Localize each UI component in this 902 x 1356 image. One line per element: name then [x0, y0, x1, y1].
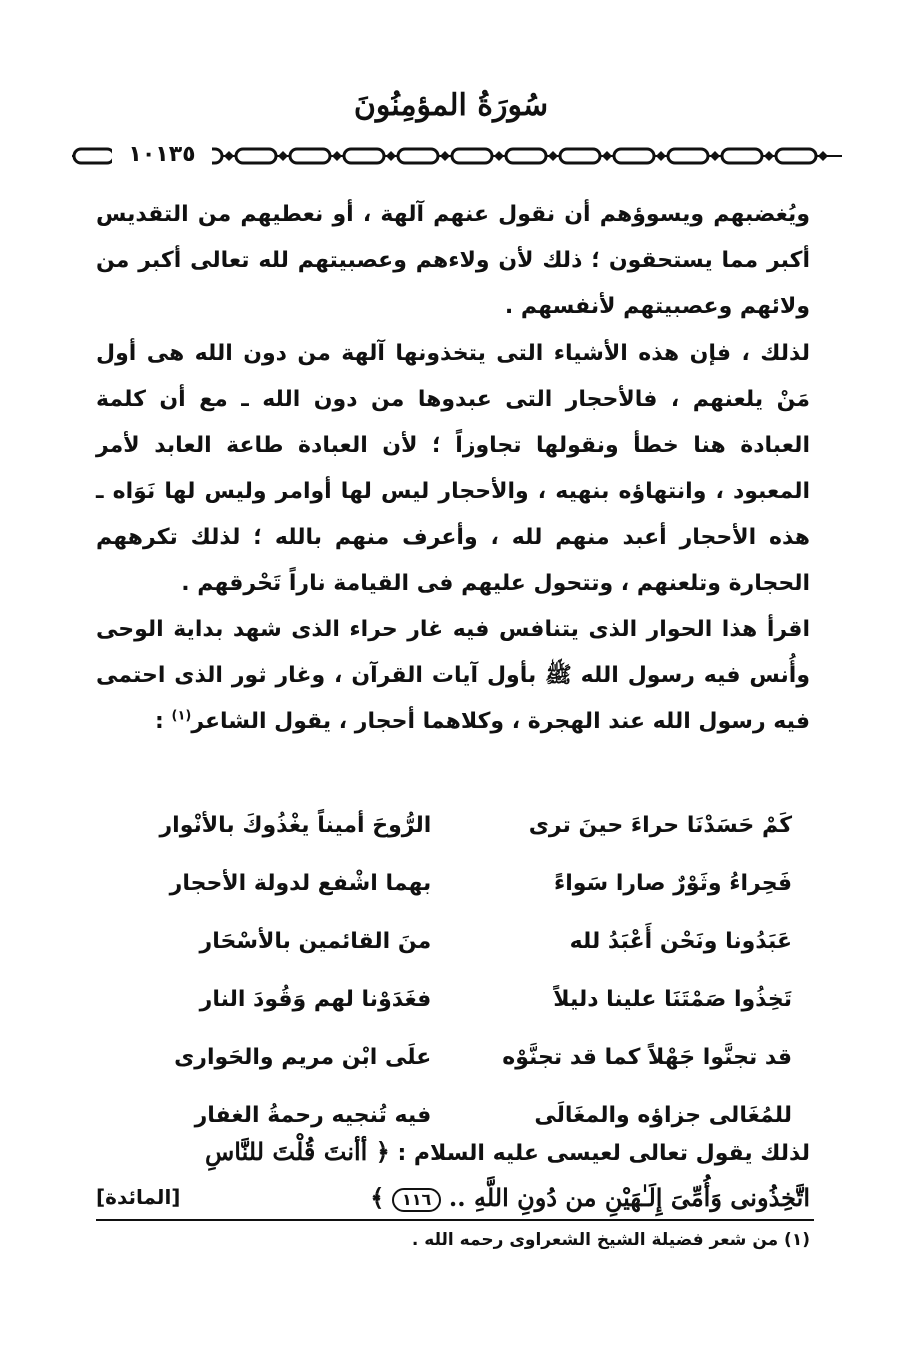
quran-ayah-close: ﴾ — [370, 1183, 385, 1212]
footnote-marker: (١) — [171, 708, 192, 724]
quran-ayah-part-1: ﴿ أأنتَ قُلْتَ للنَّاسِ — [204, 1137, 390, 1166]
verse-first-hemistich: قد تجنَّوا جَهْلاً كما قد تجنَّوْه — [502, 1044, 792, 1070]
verse-first-hemistich: للمُغَالى جزاؤه والمغَالَى — [534, 1102, 792, 1128]
poem-verse — [130, 1028, 812, 1086]
verse-second-hemistich: فيه تُنجيه رحمةُ الغفار — [194, 1102, 432, 1128]
poem-verse — [130, 796, 812, 854]
poem — [130, 796, 812, 1144]
poem-verse — [130, 912, 812, 970]
verse-second-hemistich: بهما اشْفع لدولة الأحجار — [169, 870, 432, 896]
verse-second-hemistich: منَ القائمين بالأسْحَار — [199, 928, 432, 954]
page-number: ١٠١٣٥ — [112, 138, 212, 172]
verse-first-hemistich: عَبَدُونا ونَحْن أَعْبَدُ لله — [569, 928, 792, 954]
paragraph-1-text: ويُغضبهم ويسوؤهم أن نقول عنهم آلهة ، أو نعطيهم من التقديس أكبر مما يستحقون ؛ ذلك لأن ولاءهم وعصبيتهم لله تعالى أكبر من ولائهم وعصبيتهم لأنفسهم . — [96, 202, 810, 319]
verse-first-hemistich: كَمْ حَسَدْنَا حراءَ حينَ ترى — [528, 812, 792, 838]
closing-line-2 — [96, 1176, 810, 1222]
verse-first-hemistich: تَخِذُوا صَمْتَنَا علينا دليلاً — [553, 986, 792, 1012]
verse-number-badge: ١١٦ — [392, 1188, 441, 1212]
closing-intro: لذلك يقول تعالى لعيسى عليه السلام : — [397, 1141, 810, 1166]
verse-second-hemistich: الرُّوحَ أميناً يغْذُوكَ بالأنْوار — [159, 812, 432, 838]
paragraph-3-tail: : — [155, 709, 172, 734]
closing-paragraph — [96, 1130, 810, 1222]
surah-reference: [المائدة] — [96, 1185, 181, 1209]
paragraph-3 — [96, 607, 810, 745]
verse-second-hemistich: فغَدَوْنا لهم وَقُودَ النار — [199, 986, 432, 1012]
poem-verse — [130, 970, 812, 1028]
closing-line-1 — [96, 1130, 810, 1176]
paragraph-2-text: لذلك ، فإن هذه الأشياء التى يتخذونها آلهة من دون الله هى أول مَنْ يلعنهم ، فالأحجار التى عبدوها من دون الله ـ مع أن كلمة العبادة هنا خطأ ونقولها تجاوزاً ؛ لأن العبادة طاعة العابد لأمر المعبود ، وانتهاؤه بنهيه ، والأحجار ليس لها أوامر وليس لها نَوَاه ـ هذه الأحجار أعبد منهم لله ، وأعرف منهم بالله ؛ لذلك تكرههم الحجارة وتلعنهم ، وتتحول عليهم فى القيامة ناراً تَحْرقهم . — [96, 341, 810, 596]
verse-first-hemistich: فَحِراءُ وثَوْرٌ صارا سَواءً — [553, 870, 792, 896]
footnote-divider — [96, 1219, 814, 1221]
verse-second-hemistich: علَى ابْن مريم والحَوارى — [174, 1044, 432, 1070]
paragraph-2 — [96, 331, 810, 607]
quran-ayah-part-2: اتَّخِذُونى وَأُمِّىَ إِلَـٰهَيْنِ من دُونِ اللَّهِ .. — [448, 1183, 810, 1212]
footnote: (١) من شعر فضيلة الشيخ الشعراوى رحمه الله . — [411, 1230, 810, 1250]
surah-title: سُورَةُ المؤمِنُونَ — [353, 88, 549, 123]
paragraph-3-text: اقرأ هذا الحوار الذى يتنافس فيه غار حراء الذى شهد بداية الوحى وأُنس فيه رسول الله ﷺ بأول آيات القرآن ، وغار ثور الذى احتمى فيه رسول الله عند الهجرة ، وكلاهما أحجار ، يقول الشاعر — [96, 617, 810, 734]
paragraph-1 — [96, 192, 810, 330]
poem-verse — [130, 854, 812, 912]
